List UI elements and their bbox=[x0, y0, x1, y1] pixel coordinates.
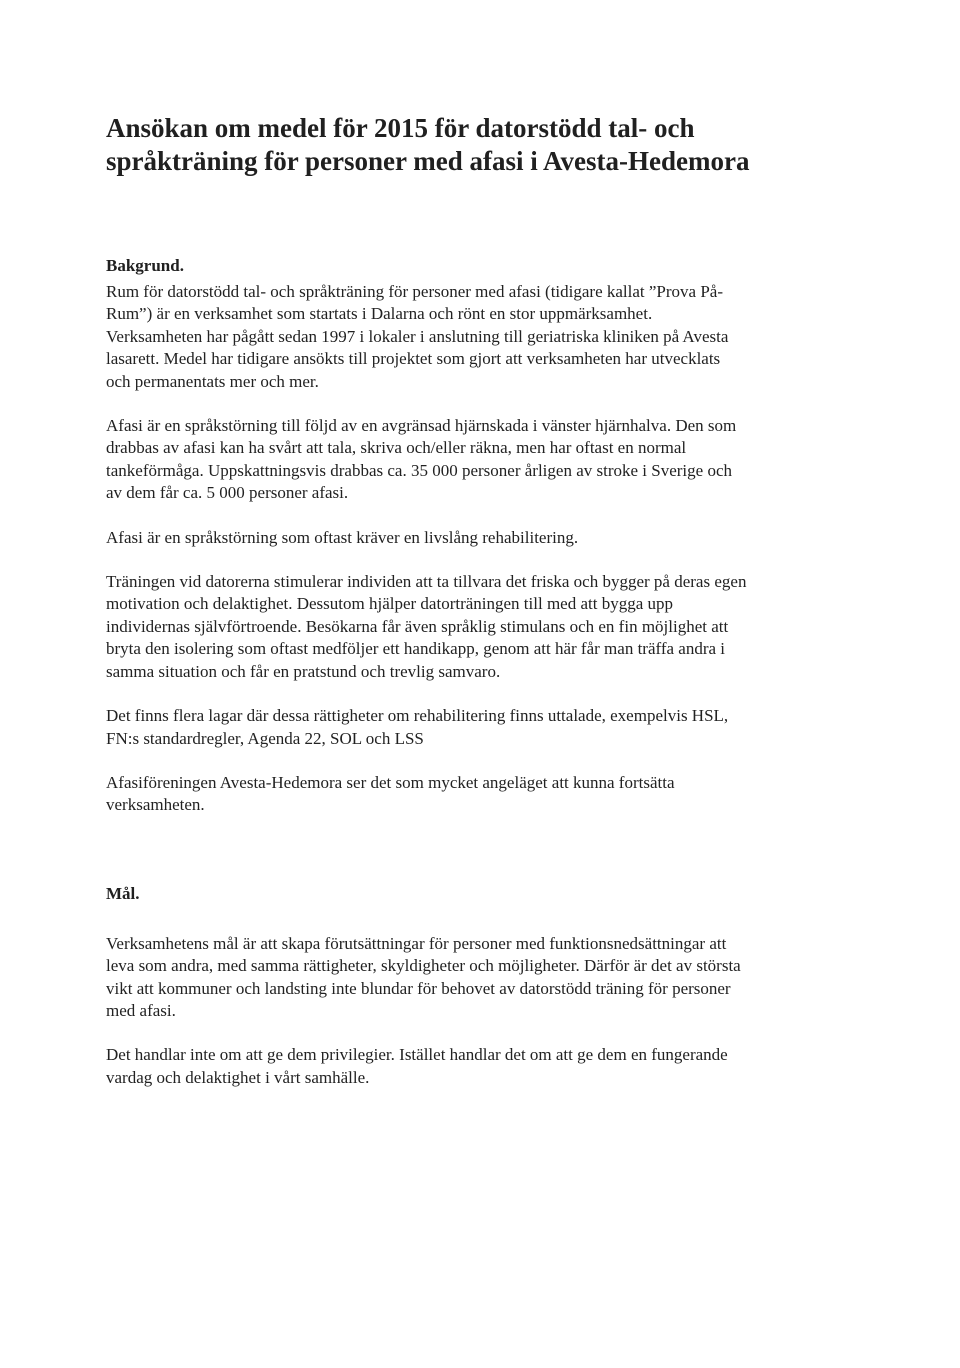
text-line: drabbas av afasi kan ha svårt att tala, skriva och/eller räkna, men har oftast en normal bbox=[106, 438, 687, 458]
text-line: lasarett. Medel har tidigare ansökts till projektet som gjort att verksamheten har utvecklats bbox=[106, 349, 721, 369]
text-line: vardag och delaktighet i vårt samhälle. bbox=[106, 1067, 370, 1087]
text-line: Rum”) är en verksamhet som startats i Dalarna och rönt en stor uppmärksamhet. bbox=[106, 304, 653, 324]
paragraph-lagar bbox=[106, 705, 846, 750]
text-line: Afasi är en språkstörning som oftast kräver en livslång rehabilitering. bbox=[106, 527, 579, 547]
text-line: Rum för datorstödd tal- och språkträning för personer med afasi (tidigare kallat ”Prova På- bbox=[106, 282, 723, 301]
section-bakgrund bbox=[106, 255, 846, 817]
text-line: Afasiföreningen Avesta-Hedemora ser det som mycket angeläget att kunna fortsätta bbox=[106, 772, 675, 792]
text-line: individernas självförtroende. Besökarna får även språklig stimulans och en fin möjlighet att bbox=[106, 616, 729, 636]
document-title bbox=[106, 112, 846, 178]
text-line: av dem får ca. 5 000 personer afasi. bbox=[106, 483, 349, 503]
text-line: Träningen vid datorerna stimulerar individen att ta tillvara det friska och bygger på deras egen bbox=[106, 572, 747, 592]
paragraph-traningen bbox=[106, 571, 846, 683]
section-heading-bakgrund: Bakgrund. bbox=[106, 256, 184, 275]
text-line: tankeförmåga. Uppskattningsvis drabbas ca. 35 000 personer årligen av stroke i Sverige och bbox=[106, 460, 732, 480]
text-line: med afasi. bbox=[106, 1000, 176, 1020]
text-line: Verksamheten har pågått sedan 1997 i lokaler i anslutning till geriatriska kliniken på Avesta bbox=[106, 326, 729, 346]
text-line: Verksamhetens mål är att skapa förutsättningar för personer med funktionsnedsättningar att bbox=[106, 933, 727, 953]
section-heading-mal: Mål. bbox=[106, 883, 140, 903]
text-line: FN:s standardregler, Agenda 22, SOL och LSS bbox=[106, 728, 424, 748]
paragraph-rum bbox=[106, 281, 846, 393]
text-line: och permanentats mer och mer. bbox=[106, 371, 319, 391]
paragraph-verksamhetens-mal bbox=[106, 933, 846, 1023]
text-line: Det handlar inte om att ge dem privilegier. Istället handlar det om att ge dem en fungerande bbox=[106, 1045, 728, 1065]
title-line: Ansökan om medel för 2015 för datorstödd tal- och bbox=[106, 113, 695, 143]
paragraph-afasi-rehabilitering bbox=[106, 527, 846, 549]
text-line: Afasi är en språkstörning till följd av en avgränsad hjärnskada i vänster hjärnhalva. Den som bbox=[106, 416, 737, 436]
section-mal bbox=[106, 883, 846, 1089]
text-line: vikt att kommuner och landsting inte blundar för behovet av datorstödd träning för personer bbox=[106, 978, 731, 998]
paragraph-afasi-definition bbox=[106, 415, 846, 505]
text-line: verksamheten. bbox=[106, 795, 205, 815]
text-line: bryta den isolering som oftast medföljer ett handikapp, genom att här får man träffa andra i bbox=[106, 639, 726, 659]
text-line: leva som andra, med samma rättigheter, skyldigheter och möjligheter. Därför är det av största bbox=[106, 956, 741, 976]
title-line: språkträning för personer med afasi i Avesta-Hedemora bbox=[106, 146, 750, 176]
text-line: samma situation och får en pratstund och trevlig samvaro. bbox=[106, 661, 501, 681]
paragraph-afasiforeningen bbox=[106, 772, 846, 817]
text-line: Det finns flera lagar där dessa rättigheter om rehabilitering finns uttalade, exempelvis HSL, bbox=[106, 706, 729, 726]
text-line: motivation och delaktighet. Dessutom hjälper datorträningen till med att bygga upp bbox=[106, 594, 674, 614]
document-page bbox=[106, 112, 846, 1089]
paragraph-privilegier bbox=[106, 1044, 846, 1089]
